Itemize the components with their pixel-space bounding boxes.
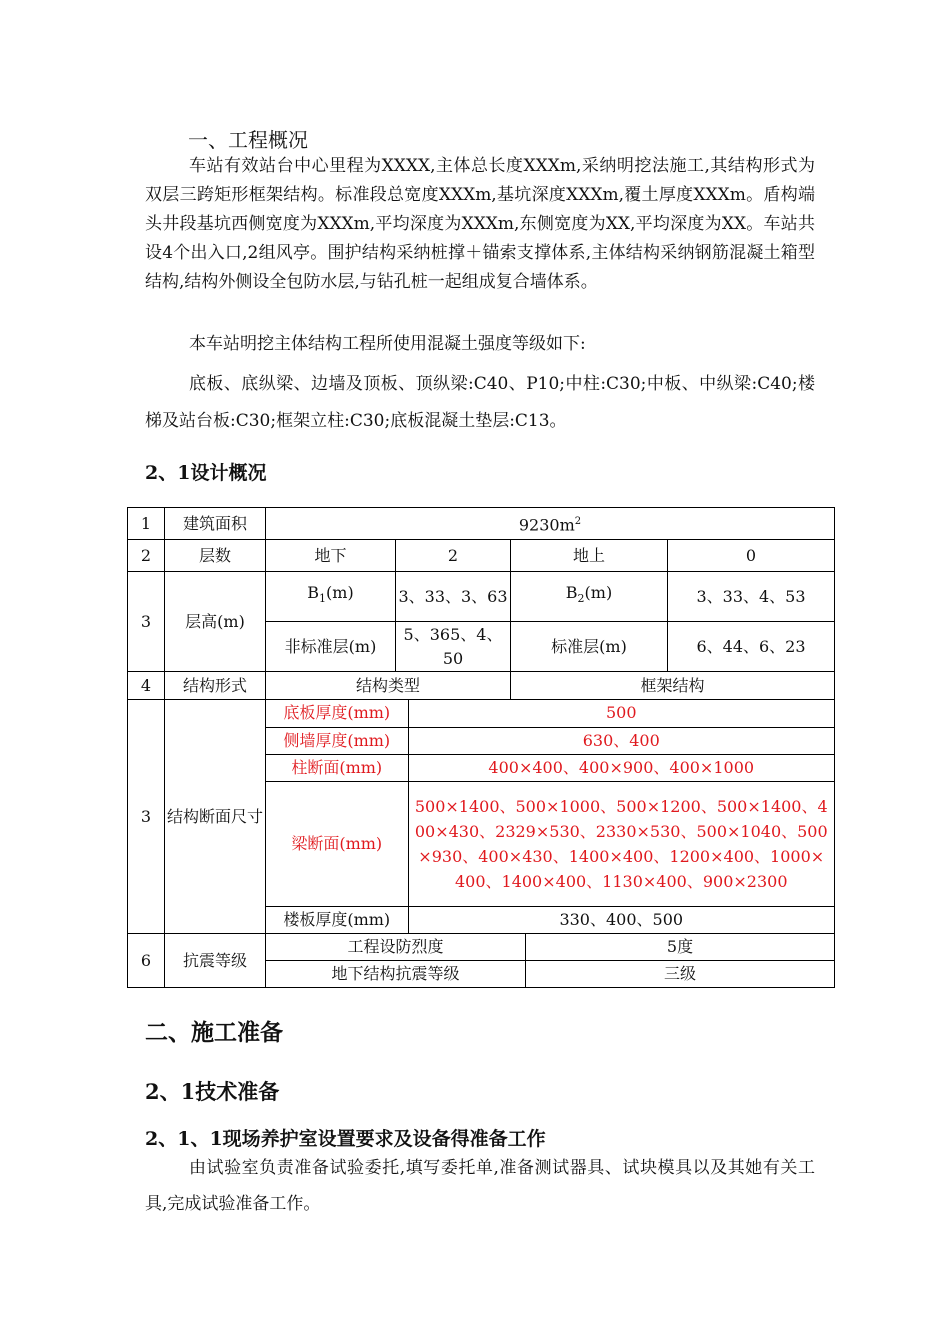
side-wall-label: 侧墙厚度(mm) bbox=[266, 727, 408, 754]
column-section-label: 柱断面(mm) bbox=[266, 754, 408, 781]
curing-room-paragraph: 由试验室负责准备试验委托,填写委托单,准备测试器具、试块模具以及其她有关工具,完成试验准备工作。 bbox=[145, 1158, 815, 1214]
seismic-grade-label: 地下结构抗震等级 bbox=[266, 961, 526, 988]
seismic-grade-value: 三级 bbox=[526, 961, 835, 988]
design-overview-table bbox=[127, 507, 835, 988]
section-heading-overview: 一、工程概况 bbox=[188, 128, 308, 152]
aboveground-label: 地上 bbox=[511, 540, 668, 572]
side-wall-value: 630、400 bbox=[408, 727, 834, 754]
row-label: 结构形式 bbox=[165, 672, 266, 700]
table-row bbox=[128, 508, 835, 540]
bottom-slab-label: 底板厚度(mm) bbox=[266, 700, 408, 727]
row-label: 层数 bbox=[165, 540, 266, 572]
row-number: 1 bbox=[128, 508, 165, 540]
b1-value: 3、33、3、63 bbox=[396, 572, 511, 622]
standard-floor-label: 标准层(m) bbox=[511, 622, 668, 672]
section-dimensions-subtable bbox=[266, 700, 834, 933]
row-number: 3 bbox=[128, 700, 165, 934]
table-row bbox=[128, 572, 835, 622]
row-number: 4 bbox=[128, 672, 165, 700]
table-row bbox=[266, 781, 834, 906]
design-overview-heading: 2、1设计概况 bbox=[145, 462, 267, 484]
aboveground-value: 0 bbox=[668, 540, 835, 572]
standard-floor-value: 6、44、6、23 bbox=[668, 622, 835, 672]
row-label: 建筑面积 bbox=[165, 508, 266, 540]
fortification-intensity-value: 5度 bbox=[526, 934, 835, 961]
row-label: 结构断面尺寸 bbox=[165, 700, 266, 934]
floor-slab-label: 楼板厚度(mm) bbox=[266, 906, 408, 933]
table-row bbox=[266, 906, 834, 933]
row-number: 6 bbox=[128, 934, 165, 988]
structure-type-label: 结构类型 bbox=[266, 672, 511, 700]
curing-room-heading: 2、1、1现场养护室设置要求及设备得准备工作 bbox=[145, 1128, 546, 1150]
beam-section-label: 梁断面(mm) bbox=[266, 781, 408, 906]
structure-type-value: 框架结构 bbox=[511, 672, 835, 700]
technical-preparation-heading: 2、1技术准备 bbox=[145, 1079, 280, 1104]
concrete-intro-paragraph: 本车站明挖主体结构工程所使用混凝土强度等级如下: bbox=[189, 334, 586, 354]
fortification-intensity-label: 工程设防烈度 bbox=[266, 934, 526, 961]
section-heading-preparation: 二、施工准备 bbox=[145, 1019, 283, 1046]
overview-paragraph: 车站有效站台中心里程为XXXX,主体总长度XXXm,采纳明挖法施工,其结构形式为双层三跨矩形框架结构。标准段总宽度XXXm,基坑深度XXXm,覆土厚度XXXm。盾构端头井段基坑西侧宽度为XXXm,平均深度为XXXm,东侧宽度为XX,平均深度为XX。车站共设4个出入口,2组风亭。围护结构采纳桩撑＋锚索支撑体系,主体结构采纳钢筋混凝土箱型结构,结构外侧设全包防水层,与钻孔桩一起组成复合墙体系。 bbox=[145, 156, 815, 292]
table-row bbox=[128, 672, 835, 700]
nonstandard-floor-value: 5、365、4、50 bbox=[396, 622, 511, 672]
row-label: 层高(m) bbox=[165, 572, 266, 672]
underground-label: 地下 bbox=[266, 540, 396, 572]
table-row bbox=[266, 700, 834, 727]
b1-label: $B_1(m)$ bbox=[266, 572, 396, 622]
bottom-slab-value: 500 bbox=[408, 700, 834, 727]
concrete-grades-paragraph: 底板、底纵梁、边墙及顶板、顶纵梁:C40、P10;中柱:C30;中板、中纵梁:C40;楼梯及站台板:C30;框架立柱:C30;底板混凝土垫层:C13。 bbox=[145, 374, 815, 431]
nonstandard-floor-label: 非标准层(m) bbox=[266, 622, 396, 672]
column-section-value: 400×400、400×900、400×1000 bbox=[408, 754, 834, 781]
table-row bbox=[128, 934, 835, 961]
row-number: 3 bbox=[128, 572, 165, 672]
table-row bbox=[266, 727, 834, 754]
b2-label: $B_2(m)$ bbox=[511, 572, 668, 622]
floor-slab-value: 330、400、500 bbox=[408, 906, 834, 933]
table-row bbox=[128, 700, 835, 934]
table-row bbox=[128, 540, 835, 572]
row-label: 抗震等级 bbox=[165, 934, 266, 988]
row-number: 2 bbox=[128, 540, 165, 572]
beam-section-value: 500×1400、500×1000、500×1200、500×1400、400×430、2329×530、2330×530、500×1040、500×930、400×430、1400×400、1200×400、1000×400、1400×400、1130×400、900×2300 bbox=[408, 781, 834, 906]
b2-value: 3、33、4、53 bbox=[668, 572, 835, 622]
table-row bbox=[266, 754, 834, 781]
underground-value: 2 bbox=[396, 540, 511, 572]
building-area-value: $9230m^2$ bbox=[266, 508, 835, 540]
